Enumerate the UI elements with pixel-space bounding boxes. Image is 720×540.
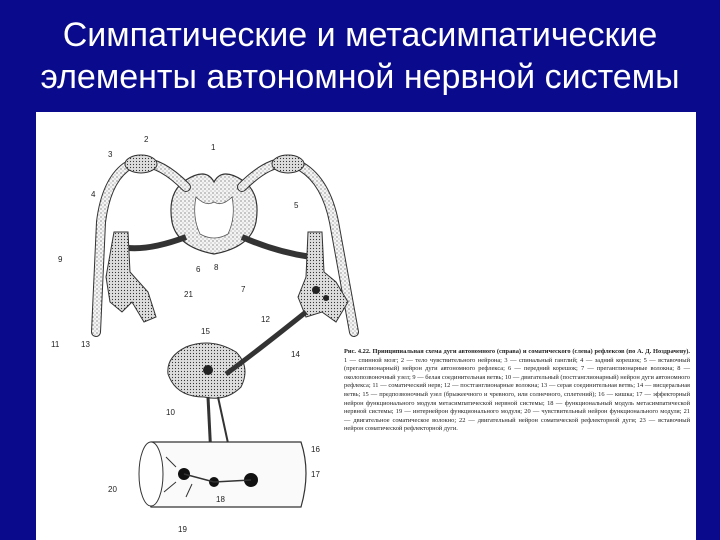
slide-title (0, 14, 720, 98)
label-3: 3 (108, 150, 113, 159)
label-1: 1 (211, 143, 216, 152)
label-14: 14 (291, 350, 300, 359)
figure-caption (344, 348, 690, 434)
label-4: 4 (91, 190, 96, 199)
label-21: 21 (184, 290, 193, 299)
label-17: 17 (311, 470, 320, 479)
label-6: 6 (196, 265, 201, 274)
right-spinal-ganglion (272, 155, 304, 173)
label-9: 9 (58, 255, 63, 264)
label-7: 7 (241, 285, 246, 294)
label-10: 10 (166, 408, 175, 417)
label-8: 8 (214, 263, 219, 272)
left-ventral-root (121, 237, 186, 248)
reflex-arc-diagram (36, 112, 696, 540)
left-spinal-ganglion (125, 155, 157, 173)
label-13: 13 (81, 340, 90, 349)
title-line-2: элементы автономной нервной системы (40, 58, 680, 96)
label-19: 19 (178, 525, 187, 534)
reflex-arc-figure (36, 112, 696, 540)
label-18: 18 (216, 495, 225, 504)
right-ventral-root (242, 237, 311, 257)
caption-title: Рис. 4.22. Принципиальная схема дуги автономного (справа) и соматического (слева) рефлексов (по А. Д. Ноздрачеву). (344, 348, 690, 355)
gray-matter (195, 197, 234, 238)
label-5: 5 (294, 201, 299, 210)
label-16: 16 (311, 445, 320, 454)
label-20: 20 (108, 485, 117, 494)
title-line-1: Симпатические и метасимпатические (62, 16, 658, 54)
label-15: 15 (201, 327, 210, 336)
label-11: 11 (51, 340, 60, 349)
label-2: 2 (144, 135, 149, 144)
caption-body: 1 — спинной мозг; 2 — тело чувствительного нейрона; 3 — спинальный ганглий; 4 — задний корешок; 5 — вставочный (преганглионарный) нейрон дуги автономного рефлекса; 6 — передний корешок; 7 — преганглионарные волокна; 8 — околопозвоночный узел; 9 — белая соединительная ветвь; 10 — двигательный (постганглионарный) нейрон дуги автономного рефлекса; 11 — соматический нерв; 12 — постганглионарные волокна; 13 — серая соединительная ветвь; 14 — висцеральная ветвь; 15 — предпозвоночный узел (брыжеечного и чревного, или солнечного, сплетений); 16 — кишка; 17 — эффекторный нейрон функционального модуля метасимпатической нервной системы; 18 — функциональный модуль метасимпатической нервной системы; 19 — интернейрон функционального модуля; 20 — чувствительный нейрон функционального модуля; 21 — двигательное соматическое волокно; 22 — двигательный нейрон соматической рефлекторной дуги; 23 — вставочный нейрон соматической рефлекторной дуги. (344, 356, 690, 433)
label-12: 12 (261, 315, 270, 324)
